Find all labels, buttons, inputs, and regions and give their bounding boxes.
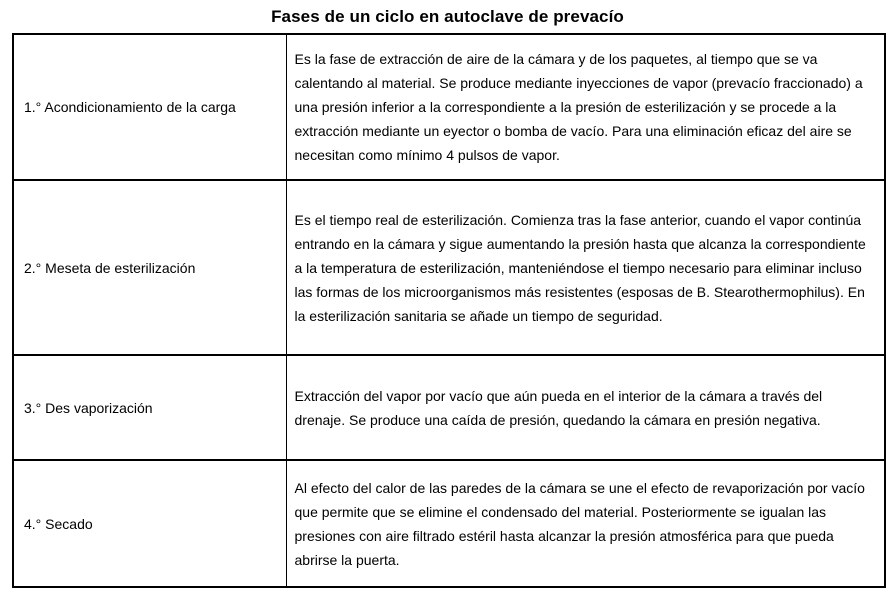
phase-description-cell: Extracción del vapor por vacío que aún pueda en el interior de la cámara a través del drenaje. Se produce una caída de presión, quedando la cámara en presión negativa. — [286, 355, 885, 460]
table-row — [13, 180, 885, 355]
phase-description-cell: Al efecto del calor de las paredes de la cámara se une el efecto de revaporización por vacío que permite que se elimine el condensado del material. Posteriormente se igualan las presiones con aire filtrado estéril hasta alcanzar la presión atmosférica para que pueda abrirse la puerta. — [286, 460, 885, 587]
table-row — [13, 460, 885, 587]
phase-description-cell: Es la fase de extracción de aire de la cámara y de los paquetes, al tiempo que se va calentando al material. Se produce mediante inyecciones de vapor (prevacío fraccionado) a una presión inferior a la correspondiente a la presión de esterilización y se procede a la extracción mediante un eyector o bomba de vacío. Para una eliminación eficaz del aire se necesitan como mínimo 4 pulsos de vapor. — [286, 34, 885, 180]
table-row — [13, 355, 885, 460]
phase-name-cell: 2.° Meseta de esterilización — [24, 259, 196, 276]
phase-name-cell: 4.° Secado — [24, 515, 93, 532]
table-row — [13, 34, 885, 180]
page-title: Fases de un ciclo en autoclave de prevacío — [271, 7, 624, 26]
phase-name-cell: 3.° Des vaporización — [24, 399, 153, 416]
phase-name-cell: 1.° Acondicionamiento de la carga — [24, 99, 236, 115]
phase-description-cell: Es el tiempo real de esterilización. Comienza tras la fase anterior, cuando el vapor continúa entrando en la cámara y sigue aumentando la presión hasta que alcanza la correspondiente a la temperatura de esterilización, manteniéndose el tiempo necesario para eliminar incluso las formas de los microorganismos más resistentes (esposas de B. Stearothermophilus). En la esterilización sanitaria se añade un tiempo de seguridad. — [286, 180, 885, 355]
phases-table — [12, 33, 886, 588]
